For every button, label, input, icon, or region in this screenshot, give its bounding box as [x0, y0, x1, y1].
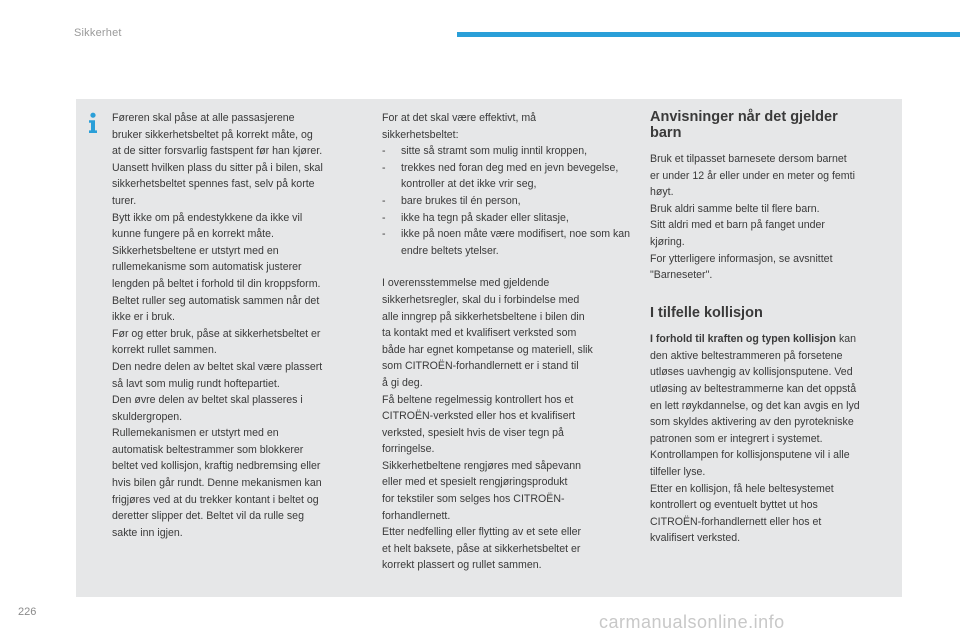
list-item: - bare brukes til én person, [382, 193, 632, 210]
watermark: carmanualsonline.info [599, 612, 785, 632]
children-text: Bruk et tilpasset barnesete dersom barnet er under 12 år eller under en meter og femti høyt. Bruk aldri samme belte til flere barn. Sitt aldri med et barn på fanget under kjøring. For ytterligere informasjon, se avsnittet "Barneseter". [650, 153, 855, 282]
collision-lead: I forhold til kraften og typen kollisjon [650, 333, 836, 346]
column-children-collision [650, 110, 896, 547]
list-item: - ikke på noen måte være modifisert, noe som kan endre beltets ytelser. [382, 226, 632, 259]
column-safety-belts [112, 110, 362, 541]
collision-text [650, 331, 896, 547]
page-number: 226 [18, 606, 37, 618]
safety-belt-instructions: Føreren skal påse at alle passasjerene bruker sikkerhetsbeltet på korrekt måte, og at de sitter forsvarlig fastspent før han kjører. Uansett hvilken plass du sitter på i bilen, skal sikkerhetsbeltet spennes fast, selv på korte turer. Bytt ikke om på endestykkene da ikke vil kunne fungere på en korrekt måte. Sikkerhetsbeltene er utstyrt med en rullemekanisme som automatisk justerer lengden på beltet i forhold til din kroppsform. Beltet ruller seg automatisk sammen når det ikke er i bruk. Før og etter bruk, påse at sikkerhetsbeltet er korrekt rullet sammen. Den nedre delen av beltet skal være plassert så lavt som mulig rundt hoftepartiet. Den øvre delen av beltet skal plasseres i skuldergropen. Rullemekanismen er utstyrt med en automatisk beltestrammer som blokkerer beltet ved kollisjon, kraftig nedbremsing eller hvis bilen går rundt. Denne mekanismen kan frigjøres ved at du trekker kontant i beltet og deretter slipper det. Beltet vil da rulle seg sakte inn igjen. [112, 112, 323, 539]
heading-collision: I tilfelle kollisjon [650, 304, 763, 321]
column-belt-effectiveness [382, 110, 632, 574]
list-item: - ikke ha tegn på skader eller slitasje, [382, 210, 632, 227]
heading-children: Anvisninger når det gjelder barn [650, 109, 838, 141]
effectiveness-list [382, 143, 632, 259]
maintenance-text: I overensstemmelse med gjeldende sikkerhetsregler, skal du i forbindelse med alle inngrep på sikkerhetsbeltene i bilen din ta kontakt med et kvalifisert verksted som både har egnet kompetanse og materiell, slik som CITROËN-forhandlernett er i stand til å gi deg. Få beltene regelmessig kontrollert hos et CITROËN-verksted eller hos et kvalifisert verksted, spesielt hvis de viser tegn på forringelse. Sikkerhetbeltene rengjøres med såpevann eller med et spesielt rengjøringsprodukt for tekstiler som selges hos CITROËN- forhandlernett. Etter nedfelling eller flytting av et sete eller et helt baksete, påse at sikkerhetsbeltet er korrekt plassert og rullet sammen. [382, 277, 593, 572]
list-item: - sitte så stramt som mulig inntil kroppen, [382, 143, 632, 160]
list-item: - trekkes ned foran deg med en jevn bevegelse, kontroller at det ikke vrir seg, [382, 160, 632, 193]
info-icon [86, 112, 100, 134]
section-title: Sikkerhet [74, 27, 122, 39]
header-accent-bar [457, 32, 960, 37]
effectiveness-intro: For at det skal være effektivt, må sikkerhetsbeltet: [382, 112, 537, 141]
collision-body: kan den aktive beltestrammeren på forsetene utløses uavhengig av kollisjonsputene. Ved utløsing av beltestrammerne kan det oppstå en lett røykdannelse, og det kan avgis en lyd som skyldes aktivering av den pyrotekniske patronen som er integrert i systemet. Kontrollampen for kollisjonsputene vil i alle tilfeller lyse. Etter en kollisjon, få hele beltesystemet kontrollert og eventuelt byttet ut hos CITROËN-forhandlernett eller hos et kvalifisert verksted. [650, 333, 860, 545]
